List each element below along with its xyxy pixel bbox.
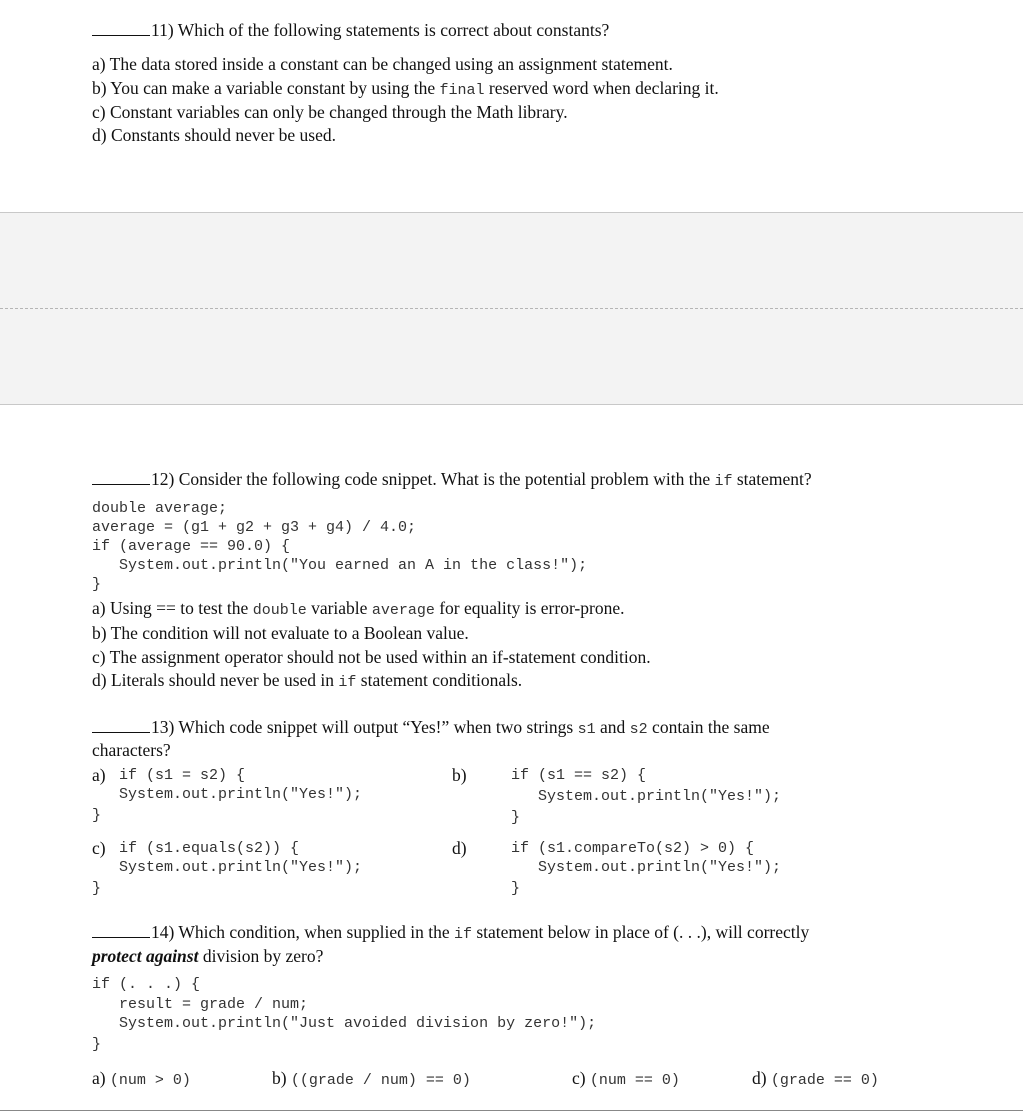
q12-code-line: average = (g1 + g2 + g3 + g4) / 4.0;	[92, 519, 417, 536]
q14-option-c: c) (num == 0)	[572, 1068, 680, 1089]
q14-option-a: a) (num > 0)	[92, 1068, 191, 1089]
q13-option-c-code: System.out.println("Yes!");	[92, 859, 363, 876]
q11-option-d: d) Constants should never be used.	[92, 125, 336, 145]
q12-code-line: if (average == 90.0) {	[92, 538, 291, 555]
answer-blank[interactable]	[92, 21, 150, 36]
q11-option-a: a) The data stored inside a constant can be changed using an assignment statement.	[92, 54, 673, 74]
q11-option-b: b) You can make a variable constant by using the final reserved word when declaring it.	[92, 78, 719, 99]
q12-code-line: }	[92, 576, 102, 593]
page-bottom-rule	[0, 1110, 1023, 1111]
q13-option-d-code: System.out.println("Yes!");	[511, 859, 782, 876]
q13-option-a-code: System.out.println("Yes!");	[92, 786, 363, 803]
q13-option-b-code: }	[511, 809, 521, 826]
q13-option-a-code: }	[92, 807, 102, 824]
q12-code-line: System.out.println("You earned an A in the class!");	[92, 557, 588, 574]
q13-option-d-code: if (s1.compareTo(s2) > 0) {	[511, 840, 755, 857]
q13-option-d-label: d)	[452, 838, 467, 858]
q13-prompt-line2: characters?	[92, 740, 171, 760]
q12-option-a: a) Using == to test the double variable average for equality is error-prone.	[92, 598, 625, 619]
q12-code-line: double average;	[92, 500, 228, 517]
q14-code-line: System.out.println("Just avoided division by zero!");	[92, 1015, 597, 1032]
q13-option-b-label: b)	[452, 765, 467, 785]
q12-option-b: b) The condition will not evaluate to a Boolean value.	[92, 623, 469, 643]
page-break-bottom	[0, 404, 1023, 405]
q13-option-a-code: if (s1 = s2) {	[119, 767, 246, 784]
q13-option-b-code: System.out.println("Yes!");	[511, 788, 782, 805]
q14-prompt: 14) Which condition, when supplied in the if statement below in place of (. . .), will correctly	[92, 922, 809, 943]
q14-code-line: result = grade / num;	[92, 996, 309, 1013]
q13-option-b-code: if (s1 == s2) {	[511, 767, 647, 784]
q13-option-c-code: if (s1.equals(s2)) {	[119, 840, 300, 857]
page-break-dashed-line	[0, 308, 1023, 309]
q13-prompt: 13) Which code snippet will output “Yes!” when two strings s1 and s2 contain the same	[92, 717, 770, 738]
q14-prompt-line2: protect against division by zero?	[92, 946, 324, 966]
q12-option-c: c) The assignment operator should not be used within an if-statement condition.	[92, 647, 651, 667]
q13-option-c-code: }	[92, 880, 102, 897]
q14-code-line: if (. . .) {	[92, 976, 201, 993]
q12-prompt: 12) Consider the following code snippet. What is the potential problem with the if statement?	[92, 469, 812, 490]
q13-option-d-code: }	[511, 880, 521, 897]
q12-option-d: d) Literals should never be used in if statement conditionals.	[92, 670, 523, 691]
q13-option-c-label: c)	[92, 838, 106, 858]
answer-blank[interactable]	[92, 718, 150, 733]
q11-prompt: 11) Which of the following statements is correct about constants?	[92, 20, 609, 41]
answer-blank[interactable]	[92, 923, 150, 938]
q14-option-b: b) ((grade / num) == 0)	[272, 1068, 471, 1089]
q11-option-c: c) Constant variables can only be changed through the Math library.	[92, 102, 568, 122]
q14-option-d: d) (grade == 0)	[752, 1068, 879, 1089]
q14-code-line: }	[92, 1036, 102, 1053]
answer-blank[interactable]	[92, 470, 150, 485]
q13-option-a-label: a)	[92, 765, 106, 785]
